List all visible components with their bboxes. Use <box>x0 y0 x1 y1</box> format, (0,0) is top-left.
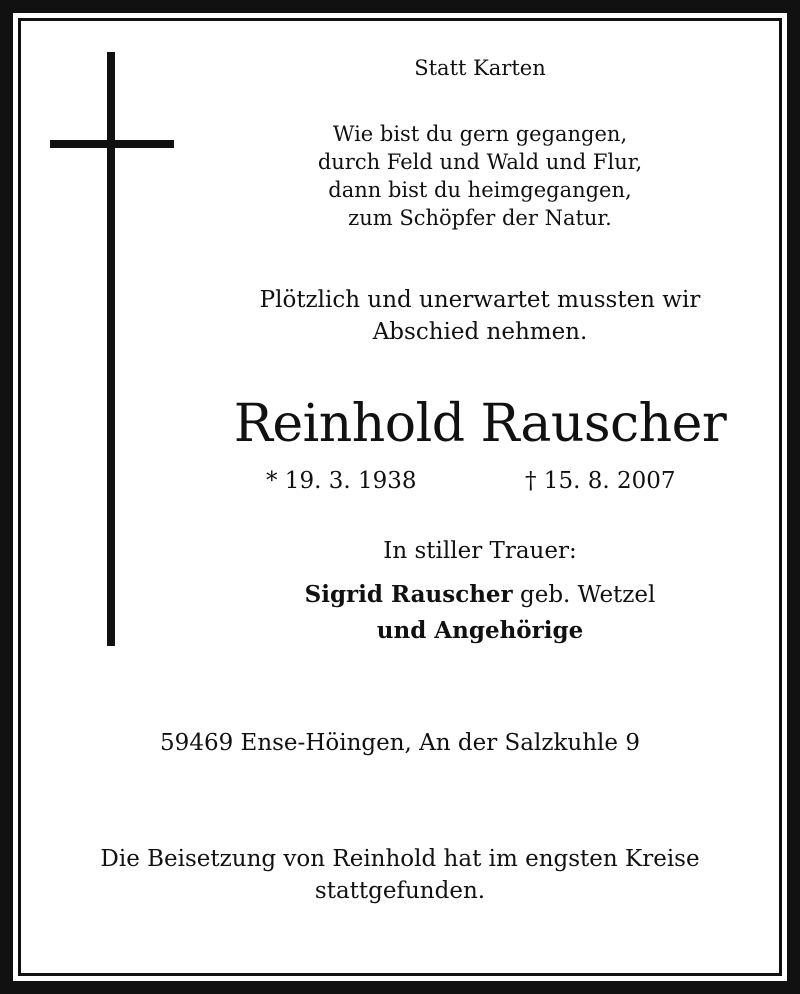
poem-line: Wie bist du gern gegangen, <box>332 122 628 146</box>
poem <box>230 120 730 232</box>
mourning-label: In stiller Trauer: <box>383 538 577 564</box>
mourner-name: Sigrid Rauscher <box>304 581 513 608</box>
mourner-maiden-name: geb. Wetzel <box>520 582 656 608</box>
intro-line: Plötzlich und unerwartet mussten wir <box>259 287 701 313</box>
poem-line: dann bist du heimgegangen, <box>328 178 632 202</box>
notice-header: Statt Karten <box>414 56 546 80</box>
death-date: † 15. 8. 2007 <box>525 468 676 494</box>
poem-line: zum Schöpfer der Natur. <box>348 206 612 230</box>
cross-horizontal-bar <box>50 140 174 148</box>
intro-line: Abschied nehmen. <box>372 319 588 345</box>
poem-line: durch Feld und Wald und Flur, <box>317 150 643 174</box>
intro-text <box>210 284 750 348</box>
burial-note <box>40 843 760 907</box>
burial-line: stattgefunden. <box>314 878 486 904</box>
address: 59469 Ense-Höingen, An der Salzkuhle 9 <box>160 730 640 756</box>
birth-date: * 19. 3. 1938 <box>266 468 417 494</box>
relatives: und Angehörige <box>376 617 584 644</box>
deceased-name: Reinhold Rauscher <box>233 394 727 454</box>
mourner-line <box>230 580 730 610</box>
burial-line: Die Beisetzung von Reinhold hat im engsten Kreise <box>100 846 700 872</box>
